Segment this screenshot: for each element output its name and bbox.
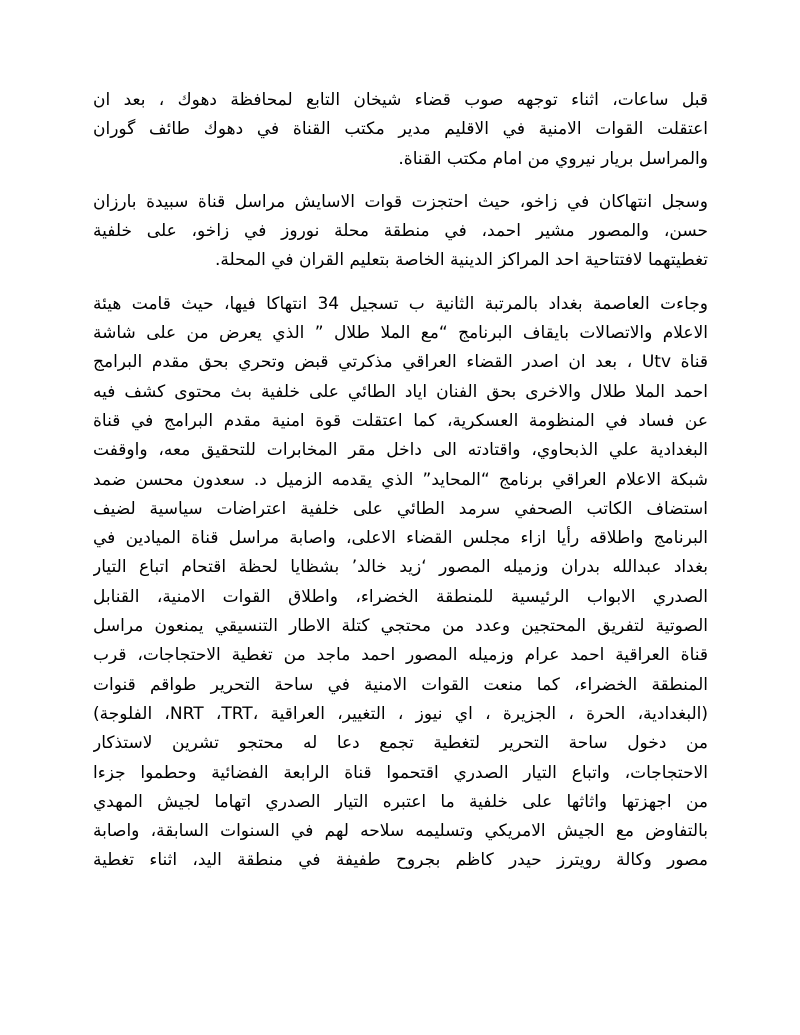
text-line: تغطيتهما لافتتاحية احد المراكز الدينية الخاصة بتعليم القران في المحلة. bbox=[215, 250, 708, 271]
text-line: الصدري الابواب الرئيسية للمنطقة الخضراء، واطلاق القوات الامنية، القنابل bbox=[93, 586, 708, 607]
text-line: اعتقلت القوات الامنية في الاقليم مدير مكتب القناة في دهوك طائف گوران bbox=[93, 119, 708, 140]
paragraph-3 bbox=[93, 290, 708, 876]
text-line: البغدادية علي الذبحاوي، واقتادته الى داخل مقر المخابرات للتحقيق معه، واوقفت bbox=[93, 440, 708, 461]
paragraph-1 bbox=[93, 86, 708, 174]
text-line: من دخول ساحة التحرير لتغطية تجمع دعا له محتجو تشرين لاستذكار bbox=[93, 733, 708, 754]
paragraph-2 bbox=[93, 188, 708, 276]
text-line: (البغدادية، الحرة ، الجزيرة ، اي نيوز ، التغيير، العراقية ،NRT ،TRT، الفلوجة) bbox=[93, 703, 708, 724]
text-line: حسن، والمصور مشير احمد، في منطقة محلة نوروز في زاخو، على خلفية bbox=[93, 221, 708, 242]
text-line: الاعلام والاتصالات بايقاف البرنامج “مع الملا طلال ” الذي يعرض من على شاشة bbox=[93, 323, 708, 344]
text-line: البرنامج واطلاقه رأيا ازاء مجلس القضاء الاعلى، واصابة مراسل قناة الميادين في bbox=[93, 528, 708, 549]
text-line: بالتفاوض مع الجيش الامريكي وتسليمه سلاحه لهم في السنوات السابقة، واصابة bbox=[93, 821, 708, 842]
text-line: والمراسل بريار نيروي من امام مكتب القناة. bbox=[398, 148, 708, 169]
text-line: احمد الملا طلال والاخرى بحق الفنان اياد الطائي على خلفية بث محتوى كشف فيه bbox=[93, 381, 708, 402]
text-line: بغداد عبدالله بدران وزميله المصور ‘زيد خالد’ بشظايا لحظة اقتحام اتباع التيار bbox=[93, 557, 708, 578]
text-line: قناة Utv ، بعد ان اصدر القضاء العراقي مذكرتي قبض وتحري بحق مقدم البرامج bbox=[93, 352, 708, 373]
text-line: وسجل انتهاكان في زاخو، حيث احتجزت قوات الاسايش مراسل قناة سبيدة بارزان bbox=[93, 191, 708, 212]
text-line: قناة العراقية احمد عرام وزميله المصور احمد ماجد من تغطية الاحتجاجات، قرب bbox=[93, 645, 708, 666]
text-line: وجاءت العاصمة بغداد بالمرتبة الثانية ب تسجيل 34 انتهاكا فيها، حيث قامت هيئة bbox=[93, 293, 708, 314]
text-line: مصور وكالة رويترز حيدر كاظم بجروح طفيفة في منطقة اليد، اثناء تغطية bbox=[93, 850, 708, 871]
text-line: المنطقة الخضراء، كما منعت القوات الامنية في ساحة التحرير طواقم قنوات bbox=[93, 674, 708, 695]
text-line: الاحتجاجات، واتباع التيار الصدري اقتحموا قناة الرابعة الفضائية وحطموا جزءا bbox=[93, 762, 708, 783]
text-line: الصوتية لتفريق المحتجين وعدد من محتجي كتلة الاطار التنسيقي يمنعون مراسل bbox=[93, 616, 708, 637]
text-line: عن فساد في المنظومة العسكرية، كما اعتقلت قوة امنية مقدم البرامج في قناة bbox=[93, 410, 708, 431]
document-body bbox=[93, 86, 708, 890]
text-line: من اجهزتها واثاثها على خلفية ما اعتبره التيار الصدري اتهاما لجيش المهدي bbox=[93, 791, 708, 812]
text-line: قبل ساعات، اثناء توجهه صوب قضاء شيخان التابع لمحافظة دهوك ، بعد ان bbox=[93, 90, 708, 110]
text-line: استضاف الكاتب الصحفي سرمد الطائي على خلفية اعتراضات سياسية لضيف bbox=[93, 498, 708, 519]
text-line: شبكة الاعلام العراقي برنامج “المحايد” الذي يقدمه الزميل د. سعدون محسن ضمد bbox=[93, 469, 708, 490]
